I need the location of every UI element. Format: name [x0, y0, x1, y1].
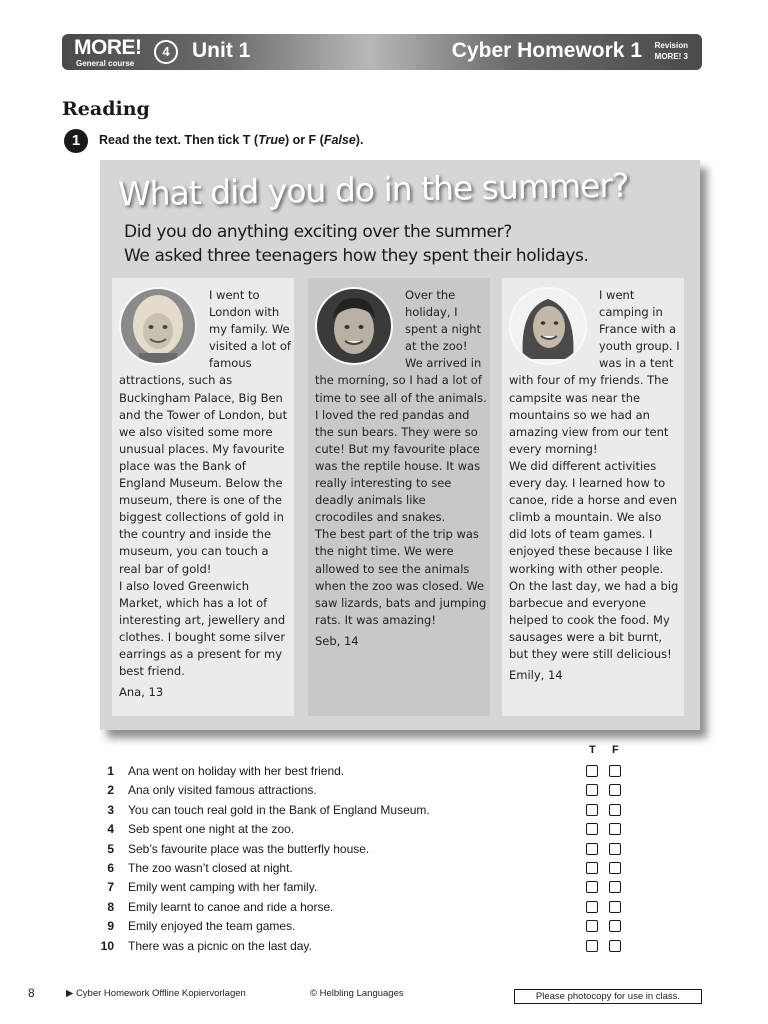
question-row	[100, 820, 640, 839]
question-row	[100, 878, 640, 897]
question-number: 4	[107, 822, 114, 837]
question-row	[100, 762, 640, 781]
question-number: 5	[107, 841, 114, 856]
section-title: Reading	[62, 98, 150, 120]
true-checkbox[interactable]	[586, 940, 598, 952]
question-text: Ana only visited famous attractions.	[128, 783, 317, 798]
false-checkbox[interactable]	[609, 920, 621, 932]
column-emily-text-2: We did different activities every day. I learned how to canoe, ride a horse and even climb a mountain. We also did lots of team games. I enjoyed these because I like working with other people. On the last day, we had a big barbecue and everyone helped to cook the food. My sausages were a bit burnt, but they were still delicious!	[509, 458, 679, 661]
question-list	[100, 762, 640, 956]
publication-name: ▶ Cyber Homework Offline Kopiervorlagen	[66, 988, 246, 999]
subhead-line-1: Did you do anything exciting over the summer?	[124, 222, 512, 242]
exercise-number: 1	[64, 129, 88, 153]
column-ana-text: I went to London with my family. We visited a lot of famous attractions, such as Buckingham Palace, Big Ben and the Tower of London, but we also visited some more unusual places. My favourite place was the Bank of England Museum. Below the museum, there is one of the biggest collections of gold in the country and inside the museum, you can touch a real bar of gold!	[119, 288, 291, 576]
question-text: Emily learnt to canoe and ride a horse.	[128, 899, 334, 914]
signature-seb: Seb, 14	[315, 633, 359, 648]
question-row	[100, 859, 640, 878]
header-bar	[62, 34, 702, 70]
article-panel	[100, 160, 700, 730]
homework-title: Cyber Homework 1	[451, 39, 642, 62]
instruction	[99, 133, 363, 147]
question-text: There was a picnic on the last day.	[128, 938, 312, 953]
question-row	[100, 840, 640, 859]
question-text: Seb spent one night at the zoo.	[128, 822, 295, 837]
instruction-true: True	[258, 133, 285, 147]
question-number: 1	[107, 764, 114, 778]
true-checkbox[interactable]	[586, 901, 598, 913]
column-emily	[502, 278, 684, 716]
question-text: Seb’s favourite place was the butterfly house.	[128, 841, 370, 856]
level-badge: 4	[154, 40, 178, 64]
true-column-header: T	[589, 744, 596, 756]
true-checkbox[interactable]	[586, 765, 598, 777]
true-checkbox[interactable]	[586, 784, 598, 796]
avatar-emily	[509, 287, 587, 365]
instruction-start: Read the text. Then tick T (	[99, 133, 259, 147]
question-number: 3	[107, 802, 114, 817]
subhead-line-2: We asked three teenagers how they spent their holidays.	[124, 246, 589, 266]
false-checkbox[interactable]	[609, 843, 621, 855]
false-checkbox[interactable]	[609, 765, 621, 777]
question-number: 7	[107, 880, 114, 895]
brand-subtitle: General course	[76, 59, 135, 68]
false-checkbox[interactable]	[609, 784, 621, 796]
question-text: The zoo wasn’t closed at night.	[128, 860, 293, 875]
question-number: 9	[107, 919, 114, 934]
true-checkbox[interactable]	[586, 862, 598, 874]
article-subhead	[124, 220, 588, 268]
question-number: 10	[100, 938, 114, 953]
avatar-seb	[315, 287, 393, 365]
true-checkbox[interactable]	[586, 804, 598, 816]
question-text: Emily enjoyed the team games.	[128, 919, 296, 934]
question-number: 8	[107, 899, 114, 914]
question-text: Emily went camping with her family.	[128, 880, 318, 895]
false-checkbox[interactable]	[609, 901, 621, 913]
page-number: 8	[28, 986, 35, 1000]
true-checkbox[interactable]	[586, 823, 598, 835]
question-text: Ana went on holiday with her best friend.	[128, 764, 345, 778]
column-ana-text-2: I also loved Greenwich Market, which has a lot of interesting art, jewellery and clothes. I bought some silver earrings as a present for my best friend.	[119, 578, 286, 679]
article-headline: What did you do in the summer?	[117, 165, 629, 214]
copyright: © Helbling Languages	[310, 988, 404, 999]
false-checkbox[interactable]	[609, 862, 621, 874]
column-seb-text-2: The best part of the trip was the night time. We were allowed to see the animals when the zoo was closed. We saw lizards, bats and jumping rats. It was amazing!	[315, 527, 487, 627]
column-ana	[112, 278, 294, 716]
question-number: 2	[107, 783, 114, 798]
signature-ana: Ana, 13	[119, 685, 164, 700]
question-row	[100, 898, 640, 917]
question-row	[100, 937, 640, 956]
false-checkbox[interactable]	[609, 881, 621, 893]
false-checkbox[interactable]	[609, 804, 621, 816]
true-checkbox[interactable]	[586, 920, 598, 932]
column-seb	[308, 278, 490, 716]
brand-logo: MORE!	[74, 36, 142, 59]
instruction-end: ).	[355, 133, 364, 147]
question-row	[100, 801, 640, 820]
column-seb-text: Over the holiday, I spent a night at the zoo! We arrived in the morning, so I had a lot of time to see all of the animals. I loved the red pandas and the sun bears. They were so cute! But my favourite place was the reptile house. It was really interesting to see deadly animals like crocodiles and snakes.	[315, 288, 487, 525]
photocopy-notice: Please photocopy for use in class.	[514, 989, 702, 1004]
question-number: 6	[107, 860, 114, 875]
false-column-header: F	[612, 744, 619, 756]
true-checkbox[interactable]	[586, 881, 598, 893]
unit-title: Unit 1	[192, 39, 251, 62]
question-text: You can touch real gold in the Bank of England Museum.	[128, 802, 430, 817]
true-checkbox[interactable]	[586, 843, 598, 855]
question-row	[100, 917, 640, 936]
column-emily-text: I went camping in France with a youth group. I was in a tent with four of my friends. The campsite was near the mountains so we had an amazing view from our tent every morning!	[509, 288, 680, 456]
revision-line-2: MORE! 3	[654, 52, 688, 61]
false-checkbox[interactable]	[609, 940, 621, 952]
false-checkbox[interactable]	[609, 823, 621, 835]
signature-emily: Emily, 14	[509, 668, 563, 683]
revision-line-1: Revision	[654, 41, 688, 50]
revision-label	[655, 40, 688, 62]
question-row	[100, 781, 640, 800]
instruction-false: False	[323, 133, 356, 147]
avatar-ana	[119, 287, 197, 365]
instruction-mid: ) or F (	[284, 133, 324, 147]
